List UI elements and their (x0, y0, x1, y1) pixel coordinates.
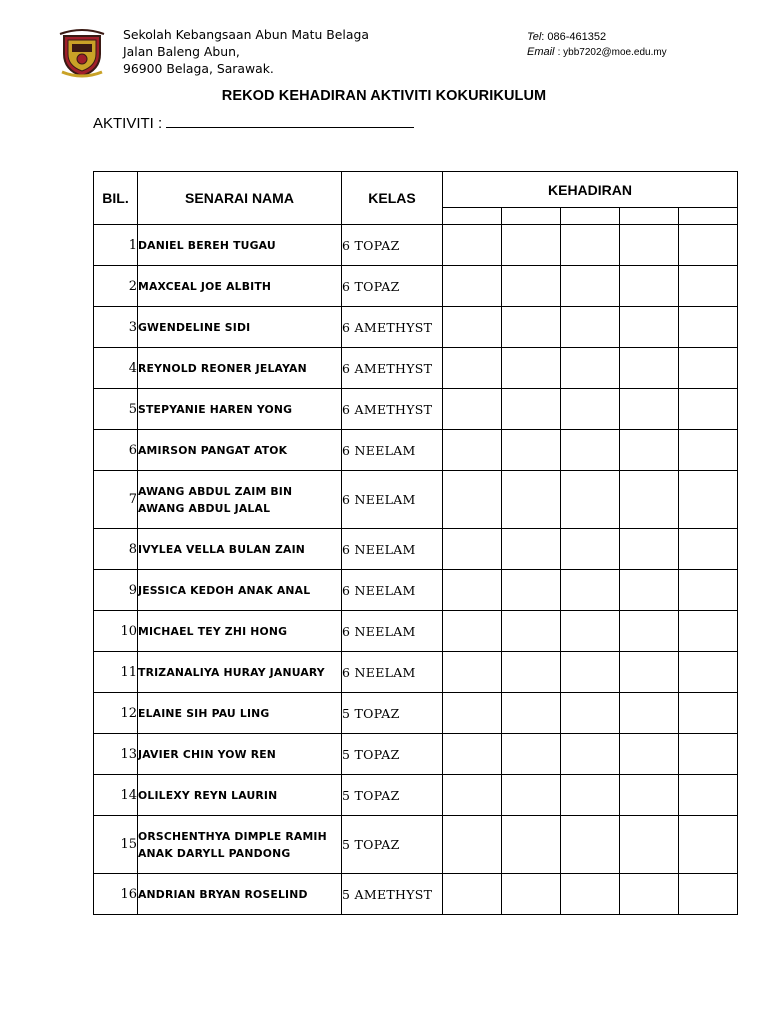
attendance-cell[interactable] (679, 430, 738, 471)
aktiviti-field (93, 115, 414, 132)
table-row (94, 611, 738, 652)
attendance-cell[interactable] (620, 389, 679, 430)
student-class: 6 NEELAM (342, 430, 443, 471)
attendance-subcolumn (443, 208, 502, 225)
attendance-cell[interactable] (679, 266, 738, 307)
row-number: 15 (94, 816, 138, 874)
attendance-cell[interactable] (561, 652, 620, 693)
attendance-cell[interactable] (443, 775, 502, 816)
table-row (94, 570, 738, 611)
attendance-cell[interactable] (561, 348, 620, 389)
attendance-cell[interactable] (561, 266, 620, 307)
attendance-subcolumn (502, 208, 561, 225)
student-name (138, 874, 342, 915)
row-number: 12 (94, 693, 138, 734)
student-name-line: IVYLEA VELLA BULAN ZAIN (138, 542, 306, 556)
student-class: 6 AMETHYST (342, 307, 443, 348)
attendance-cell[interactable] (620, 348, 679, 389)
attendance-cell[interactable] (561, 307, 620, 348)
student-class: 5 TOPAZ (342, 775, 443, 816)
attendance-cell[interactable] (502, 652, 561, 693)
attendance-cell[interactable] (561, 611, 620, 652)
aktiviti-blank-line[interactable] (166, 115, 414, 128)
student-name-line: JESSICA KEDOH ANAK ANAL (138, 583, 311, 597)
attendance-cell[interactable] (561, 389, 620, 430)
table-row (94, 430, 738, 471)
student-name (138, 389, 342, 430)
attendance-cell[interactable] (502, 611, 561, 652)
row-number: 9 (94, 570, 138, 611)
row-number: 10 (94, 611, 138, 652)
table-row (94, 874, 738, 915)
attendance-cell[interactable] (502, 529, 561, 570)
attendance-cell[interactable] (679, 693, 738, 734)
school-address (123, 26, 369, 77)
page-title: REKOD KEHADIRAN AKTIVITI KOKURIKULUM (221, 88, 547, 104)
table-row (94, 225, 738, 266)
row-number: 4 (94, 348, 138, 389)
attendance-cell[interactable] (443, 529, 502, 570)
attendance-cell[interactable] (443, 693, 502, 734)
attendance-cell[interactable] (620, 693, 679, 734)
attendance-cell[interactable] (443, 225, 502, 266)
student-class: 5 TOPAZ (342, 816, 443, 874)
attendance-cell[interactable] (561, 225, 620, 266)
attendance-cell[interactable] (561, 570, 620, 611)
table-row (94, 307, 738, 348)
attendance-cell[interactable] (679, 816, 738, 874)
row-number: 13 (94, 734, 138, 775)
attendance-cell[interactable] (443, 570, 502, 611)
attendance-cell[interactable] (443, 266, 502, 307)
student-name (138, 471, 342, 529)
attendance-cell[interactable] (561, 734, 620, 775)
row-number: 8 (94, 529, 138, 570)
attendance-cell[interactable] (620, 570, 679, 611)
tel-line (527, 30, 667, 45)
student-name-line: REYNOLD REONER JELAYAN (138, 361, 307, 375)
table-row (94, 529, 738, 570)
attendance-cell[interactable] (561, 529, 620, 570)
student-name-line: DANIEL BEREH TUGAU (138, 238, 276, 252)
student-class: 6 AMETHYST (342, 348, 443, 389)
student-name (138, 775, 342, 816)
attendance-subcolumn (561, 208, 620, 225)
school-crest-logo (58, 28, 106, 78)
attendance-cell[interactable] (679, 570, 738, 611)
student-name-line: ELAINE SIH PAU LING (138, 706, 270, 720)
attendance-cell[interactable] (502, 307, 561, 348)
attendance-table (93, 171, 738, 915)
attendance-cell[interactable] (443, 430, 502, 471)
crest-icon (58, 28, 106, 78)
table-row (94, 266, 738, 307)
table-row (94, 652, 738, 693)
school-name: Sekolah Kebangsaan Abun Matu Belaga (123, 27, 369, 42)
attendance-cell[interactable] (679, 471, 738, 529)
attendance-cell[interactable] (561, 693, 620, 734)
student-name-line: AWANG ABDUL ZAIM BIN (138, 484, 293, 498)
attendance-cell[interactable] (561, 775, 620, 816)
header-kehadiran: KEHADIRAN (443, 172, 738, 208)
student-class: 6 AMETHYST (342, 389, 443, 430)
row-number: 11 (94, 652, 138, 693)
attendance-cell[interactable] (561, 874, 620, 915)
attendance-cell[interactable] (502, 266, 561, 307)
student-name (138, 225, 342, 266)
school-postcode-city: 96900 Belaga, Sarawak. (123, 61, 274, 76)
attendance-cell[interactable] (679, 734, 738, 775)
student-class: 5 AMETHYST (342, 874, 443, 915)
student-class: 6 NEELAM (342, 652, 443, 693)
attendance-cell[interactable] (620, 734, 679, 775)
student-name-line: ORSCHENTHYA DIMPLE RAMIH (138, 829, 327, 843)
attendance-cell[interactable] (620, 529, 679, 570)
table-row (94, 471, 738, 529)
attendance-subcolumn (620, 208, 679, 225)
student-name (138, 266, 342, 307)
student-name (138, 570, 342, 611)
student-name (138, 734, 342, 775)
attendance-subcolumn (679, 208, 738, 225)
student-class: 5 TOPAZ (342, 734, 443, 775)
attendance-rows (94, 225, 738, 915)
table-row (94, 693, 738, 734)
row-number: 1 (94, 225, 138, 266)
attendance-cell[interactable] (502, 225, 561, 266)
student-name-line: MICHAEL TEY ZHI HONG (138, 624, 288, 638)
row-number: 6 (94, 430, 138, 471)
student-name (138, 348, 342, 389)
attendance-cell[interactable] (679, 611, 738, 652)
student-class: 5 TOPAZ (342, 693, 443, 734)
student-class: 6 TOPAZ (342, 225, 443, 266)
attendance-cell[interactable] (620, 471, 679, 529)
attendance-cell[interactable] (679, 348, 738, 389)
attendance-cell[interactable] (502, 389, 561, 430)
student-class: 6 NEELAM (342, 570, 443, 611)
student-class: 6 NEELAM (342, 611, 443, 652)
header-senarai-nama: SENARAI NAMA (138, 172, 342, 225)
student-name-line: AWANG ABDUL JALAL (138, 501, 271, 515)
attendance-cell[interactable] (502, 430, 561, 471)
attendance-cell[interactable] (443, 611, 502, 652)
attendance-cell[interactable] (679, 529, 738, 570)
table-row (94, 734, 738, 775)
attendance-cell[interactable] (620, 307, 679, 348)
table-row (94, 775, 738, 816)
tel-label: Tel (527, 31, 542, 43)
student-name (138, 693, 342, 734)
attendance-cell[interactable] (443, 874, 502, 915)
student-name (138, 307, 342, 348)
attendance-cell[interactable] (679, 874, 738, 915)
attendance-cell[interactable] (679, 389, 738, 430)
attendance-cell[interactable] (502, 734, 561, 775)
attendance-cell[interactable] (443, 652, 502, 693)
student-name-line: MAXCEAL JOE ALBITH (138, 279, 272, 293)
email-label: Email (527, 46, 555, 58)
row-number: 3 (94, 307, 138, 348)
row-number: 2 (94, 266, 138, 307)
table-row (94, 348, 738, 389)
email-line (527, 45, 667, 60)
attendance-cell[interactable] (443, 734, 502, 775)
student-name-line: AMIRSON PANGAT ATOK (138, 443, 288, 457)
student-name-line: OLILEXY REYN LAURIN (138, 788, 278, 802)
attendance-cell[interactable] (443, 348, 502, 389)
student-class: 6 NEELAM (342, 471, 443, 529)
tel-value: : 086-461352 (541, 31, 607, 43)
student-name (138, 611, 342, 652)
attendance-cell[interactable] (502, 348, 561, 389)
student-name (138, 529, 342, 570)
student-name-line: ANDRIAN BRYAN ROSELIND (138, 887, 308, 901)
contact-info (527, 30, 667, 60)
row-number: 5 (94, 389, 138, 430)
attendance-cell[interactable] (502, 775, 561, 816)
attendance-cell[interactable] (620, 611, 679, 652)
attendance-cell[interactable] (443, 389, 502, 430)
attendance-cell[interactable] (620, 225, 679, 266)
attendance-cell[interactable] (443, 307, 502, 348)
attendance-cell[interactable] (679, 307, 738, 348)
student-name-line: GWENDELINE SIDI (138, 320, 251, 334)
attendance-cell[interactable] (443, 471, 502, 529)
attendance-cell[interactable] (502, 874, 561, 915)
student-name-line: STEPYANIE HAREN YONG (138, 402, 293, 416)
attendance-cell[interactable] (502, 816, 561, 874)
header-bil: BIL. (94, 172, 138, 225)
student-name (138, 430, 342, 471)
attendance-cell[interactable] (561, 816, 620, 874)
attendance-cell[interactable] (679, 225, 738, 266)
table-row (94, 389, 738, 430)
row-number: 14 (94, 775, 138, 816)
attendance-cell[interactable] (620, 874, 679, 915)
school-street: Jalan Baleng Abun, (123, 44, 240, 59)
student-name-line: ANAK DARYLL PANDONG (138, 846, 291, 860)
student-name-line: TRIZANALIYA HURAY JANUARY (138, 665, 325, 679)
attendance-cell[interactable] (561, 430, 620, 471)
student-class: 6 TOPAZ (342, 266, 443, 307)
aktiviti-label: AKTIVITI : (93, 115, 163, 132)
row-number: 16 (94, 874, 138, 915)
email-value: : ybb7202@moe.edu.my (557, 47, 667, 58)
attendance-cell[interactable] (620, 430, 679, 471)
student-name (138, 652, 342, 693)
row-number: 7 (94, 471, 138, 529)
student-name-line: JAVIER CHIN YOW REN (138, 747, 277, 761)
attendance-cell[interactable] (620, 775, 679, 816)
attendance-cell[interactable] (620, 816, 679, 874)
attendance-cell[interactable] (679, 652, 738, 693)
attendance-cell[interactable] (561, 471, 620, 529)
attendance-cell[interactable] (502, 693, 561, 734)
student-class: 6 NEELAM (342, 529, 443, 570)
attendance-cell[interactable] (502, 471, 561, 529)
attendance-cell[interactable] (620, 266, 679, 307)
attendance-cell[interactable] (502, 570, 561, 611)
student-name (138, 816, 342, 874)
table-row (94, 816, 738, 874)
attendance-cell[interactable] (443, 816, 502, 874)
attendance-cell[interactable] (620, 652, 679, 693)
attendance-cell[interactable] (679, 775, 738, 816)
header-kelas: KELAS (342, 172, 443, 225)
